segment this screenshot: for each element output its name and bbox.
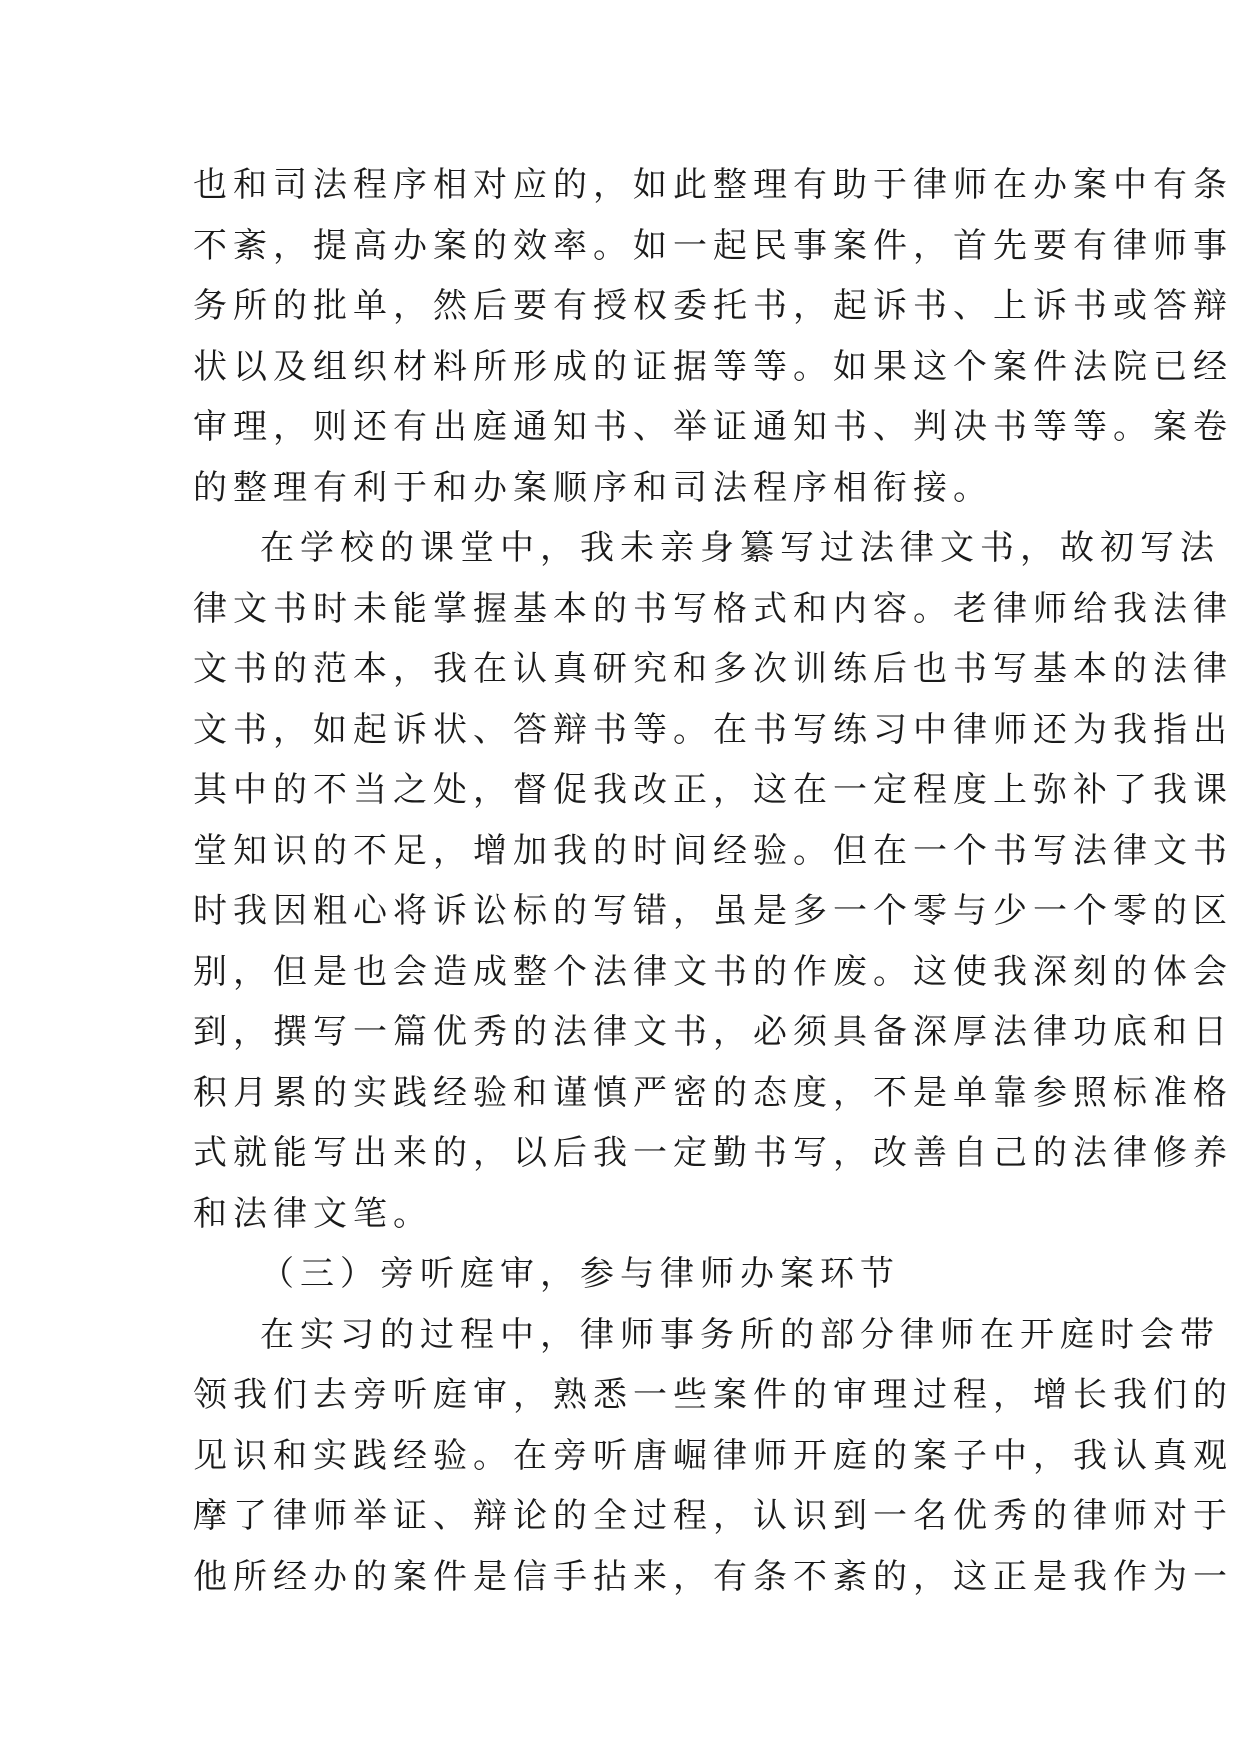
- text-line: 律文书时未能掌握基本的书写格式和内容。老律师给我法律: [193, 588, 1233, 629]
- text-line: 他所经办的案件是信手拈来，有条不紊的，这正是我作为一: [193, 1556, 1233, 1597]
- text-line: 见识和实践经验。在旁听唐崛律师开庭的案子中，我认真观: [193, 1435, 1233, 1476]
- text-line: 的整理有利于和办案顺序和司法程序相衔接。: [193, 467, 993, 508]
- text-line: 到，撰写一篇优秀的法律文书，必须具备深厚法律功底和日: [193, 1012, 1233, 1052]
- text-line: 和法律文笔。: [193, 1193, 433, 1234]
- text-line: 别，但是也会造成整个法律文书的作废。这使我深刻的体会: [193, 951, 1233, 992]
- text-line: 其中的不当之处，督促我改正，这在一定程度上弥补了我课: [193, 770, 1233, 810]
- text-line: 堂知识的不足，增加我的时间经验。但在一个书写法律文书: [193, 830, 1233, 871]
- text-line: 也和司法程序相对应的，如此整理有助于律师在办案中有条: [193, 165, 1233, 205]
- text-line: 积月累的实践经验和谨慎严密的态度，不是单靠参照标准格: [193, 1072, 1233, 1113]
- text-line: 务所的批单，然后要有授权委托书，起诉书、上诉书或答辩: [193, 286, 1233, 326]
- body-text: [193, 155, 1233, 1607]
- text-line: 状以及组织材料所形成的证据等等。如果这个案件法院已经: [193, 346, 1233, 387]
- text-line: 领我们去旁听庭审，熟悉一些案件的审理过程，增长我们的: [193, 1375, 1233, 1415]
- text-line: 文书，如起诉状、答辩书等。在书写练习中律师还为我指出: [193, 709, 1233, 750]
- section-heading: （三）旁听庭审，参与律师办案环节: [260, 1254, 900, 1294]
- text-line: 审理，则还有出庭通知书、举证通知书、判决书等等。案卷: [193, 407, 1233, 447]
- text-line: 摩了律师举证、辩论的全过程，认识到一名优秀的律师对于: [193, 1496, 1233, 1536]
- text-line: 文书的范本，我在认真研究和多次训练后也书写基本的法律: [193, 649, 1233, 689]
- paragraph-first-line: 在实习的过程中，律师事务所的部分律师在开庭时会带: [260, 1314, 1220, 1355]
- paragraph-first-line: 在学校的课堂中，我未亲身纂写过法律文书，故初写法: [260, 528, 1220, 568]
- text-line: 不紊，提高办案的效率。如一起民事案件，首先要有律师事: [193, 225, 1233, 266]
- text-line: 式就能写出来的，以后我一定勤书写，改善自己的法律修养: [193, 1133, 1233, 1173]
- text-line: 时我因粗心将诉讼标的写错，虽是多一个零与少一个零的区: [193, 891, 1233, 931]
